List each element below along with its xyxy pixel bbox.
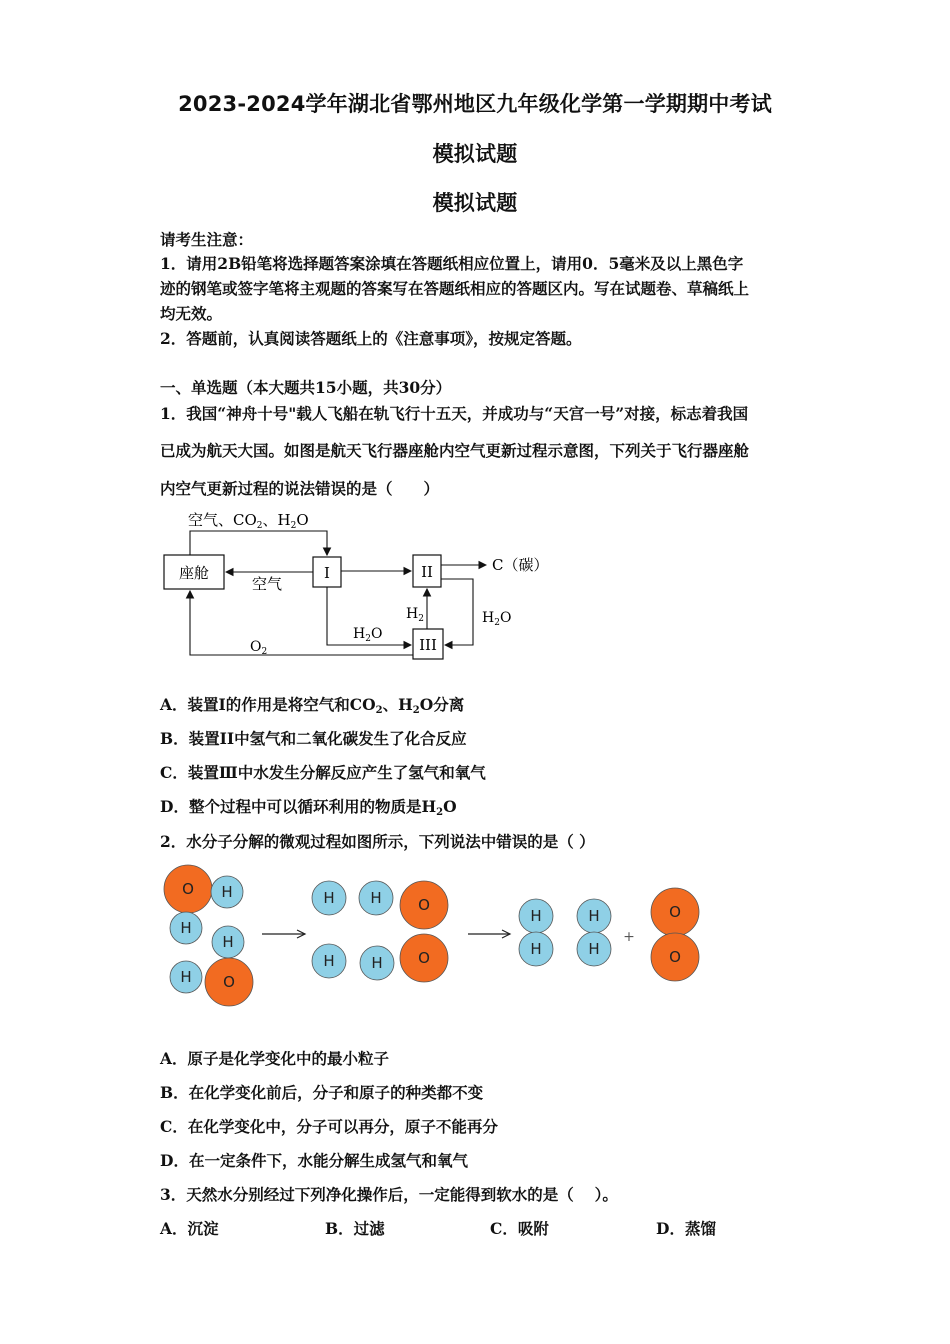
atom-oxygen [400, 934, 448, 982]
notice-heading: 请考生注意： [160, 230, 254, 249]
svg-text:H: H [588, 940, 600, 958]
o2-label: $O_2$ [250, 639, 268, 657]
svg-text:H: H [371, 954, 383, 972]
atom-oxygen [400, 881, 448, 929]
atom-oxygen [164, 865, 212, 913]
svg-text:O: O [418, 896, 430, 914]
atom-hydrogen [170, 912, 202, 944]
svg-text:O: O [418, 949, 430, 967]
exam-title-line2: 模拟试题 [432, 142, 518, 166]
svg-text:O: O [669, 903, 681, 921]
h2-label: $H_2$ [406, 606, 424, 624]
atom-hydrogen [577, 932, 611, 966]
air-label: 空气 [252, 575, 283, 593]
notice-item2: 2．答题前，认真阅读答题纸上的《注意事项》，按规定答题。 [160, 329, 582, 348]
atom-hydrogen [360, 946, 394, 980]
device1-label: I [324, 564, 330, 582]
atom-hydrogen [312, 881, 346, 915]
q1-option-a: A．装置I的作用是将空气和$CO_2$、$H_2O$分离 [160, 695, 465, 716]
top-gas-label: 空气、$CO_2$、$H_2O$ [188, 511, 309, 531]
arrow-device2-to-device3 [441, 579, 473, 645]
q3-option-c: C．吸附 [490, 1219, 549, 1238]
arrow-cabin-to-device1 [190, 531, 327, 555]
h2o-mid-label: $H_2O$ [353, 626, 383, 644]
q2-option-a: A．原子是化学变化中的最小粒子 [160, 1049, 390, 1068]
exam-title-line1: 2023-2024学年湖北省鄂州地区九年级化学第一学期期中考试 [178, 92, 772, 116]
q2-stem: 2．水分子分解的微观过程如图所示，下列说法中错误的是（ ） [160, 832, 595, 851]
atom-hydrogen [211, 876, 243, 908]
atom-oxygen [651, 933, 699, 981]
svg-text:H: H [530, 907, 542, 925]
q1-stem-line3: 内空气更新过程的说法错误的是（ ） [160, 479, 440, 498]
q1-stem-line2: 已成为航天大国。如图是航天飞行器座舱内空气更新过程示意图，下列关于飞行器座舱 [160, 441, 750, 460]
q1-stem-line1: 1．我国“神舟十号"载人飞船在轨飞行十五天，并成功与“天宫一号”对接，标志着我国 [160, 404, 749, 423]
q3-options-row [160, 1217, 760, 1239]
plus-sign: + [623, 929, 635, 945]
svg-text:O: O [223, 973, 235, 991]
q3-option-d: D．蒸馏 [656, 1219, 716, 1238]
svg-text:H: H [222, 933, 234, 951]
svg-text:H: H [180, 968, 192, 986]
svg-text:O: O [182, 880, 194, 898]
atom-hydrogen [519, 932, 553, 966]
svg-text:H: H [588, 907, 600, 925]
device3-label: III [419, 636, 437, 654]
q3-option-a: A．沉淀 [160, 1219, 219, 1238]
atom-hydrogen [312, 944, 346, 978]
carbon-label: C（碳） [492, 556, 549, 574]
q2-option-c: C．在化学变化中，分子可以再分，原子不能再分 [160, 1117, 498, 1136]
q1-option-d: D．整个过程中可以循环利用的物质是$H_2O$ [160, 797, 457, 818]
svg-text:H: H [180, 919, 192, 937]
svg-text:H: H [323, 952, 335, 970]
q2-option-d: D．在一定条件下，水能分解生成氢气和氧气 [160, 1151, 468, 1170]
atom-hydrogen [519, 899, 553, 933]
q1-option-b: B．装置II中氢气和二氧化碳发生了化合反应 [160, 729, 467, 748]
q2-option-b: B．在化学变化前后，分子和原子的种类都不变 [160, 1083, 484, 1102]
svg-text:H: H [370, 889, 382, 907]
q1-air-renewal-diagram [150, 505, 570, 670]
svg-text:H: H [323, 889, 335, 907]
h2o-right-label: $H_2O$ [482, 610, 512, 628]
svg-text:H: H [530, 940, 542, 958]
cabin-label: 座舱 [178, 564, 210, 582]
svg-text:O: O [669, 948, 681, 966]
device2-label: II [421, 563, 433, 581]
q1-option-c: C．装置Ⅲ中水发生分解反应产生了氢气和氧气 [160, 763, 486, 782]
section-heading: 一、单选题（本大题共15小题，共30分） [160, 378, 452, 397]
atom-hydrogen [170, 961, 202, 993]
atom-oxygen [651, 888, 699, 936]
notice-item1-line1: 1．请用2B铅笔将选择题答案涂填在答题纸相应位置上，请用0．5毫米及以上黑色字 [160, 254, 744, 273]
atom-oxygen [205, 958, 253, 1006]
notice-item1-line3: 均无效。 [160, 304, 223, 323]
q3-stem: 3．天然水分别经过下列净化操作后，一定能得到软水的是（ ）。 [160, 1185, 618, 1204]
atom-hydrogen [212, 926, 244, 958]
q2-water-decomposition-diagram [150, 855, 720, 1015]
notice-item1-line2: 迹的钢笔或签字笔将主观题的答案写在答题纸相应的答题区内。写在试题卷、草稿纸上 [160, 279, 750, 298]
exam-title-line3: 模拟试题 [432, 191, 518, 215]
atom-hydrogen [577, 899, 611, 933]
atom-hydrogen [359, 881, 393, 915]
q3-option-b: B．过滤 [325, 1219, 385, 1238]
svg-text:H: H [221, 883, 233, 901]
